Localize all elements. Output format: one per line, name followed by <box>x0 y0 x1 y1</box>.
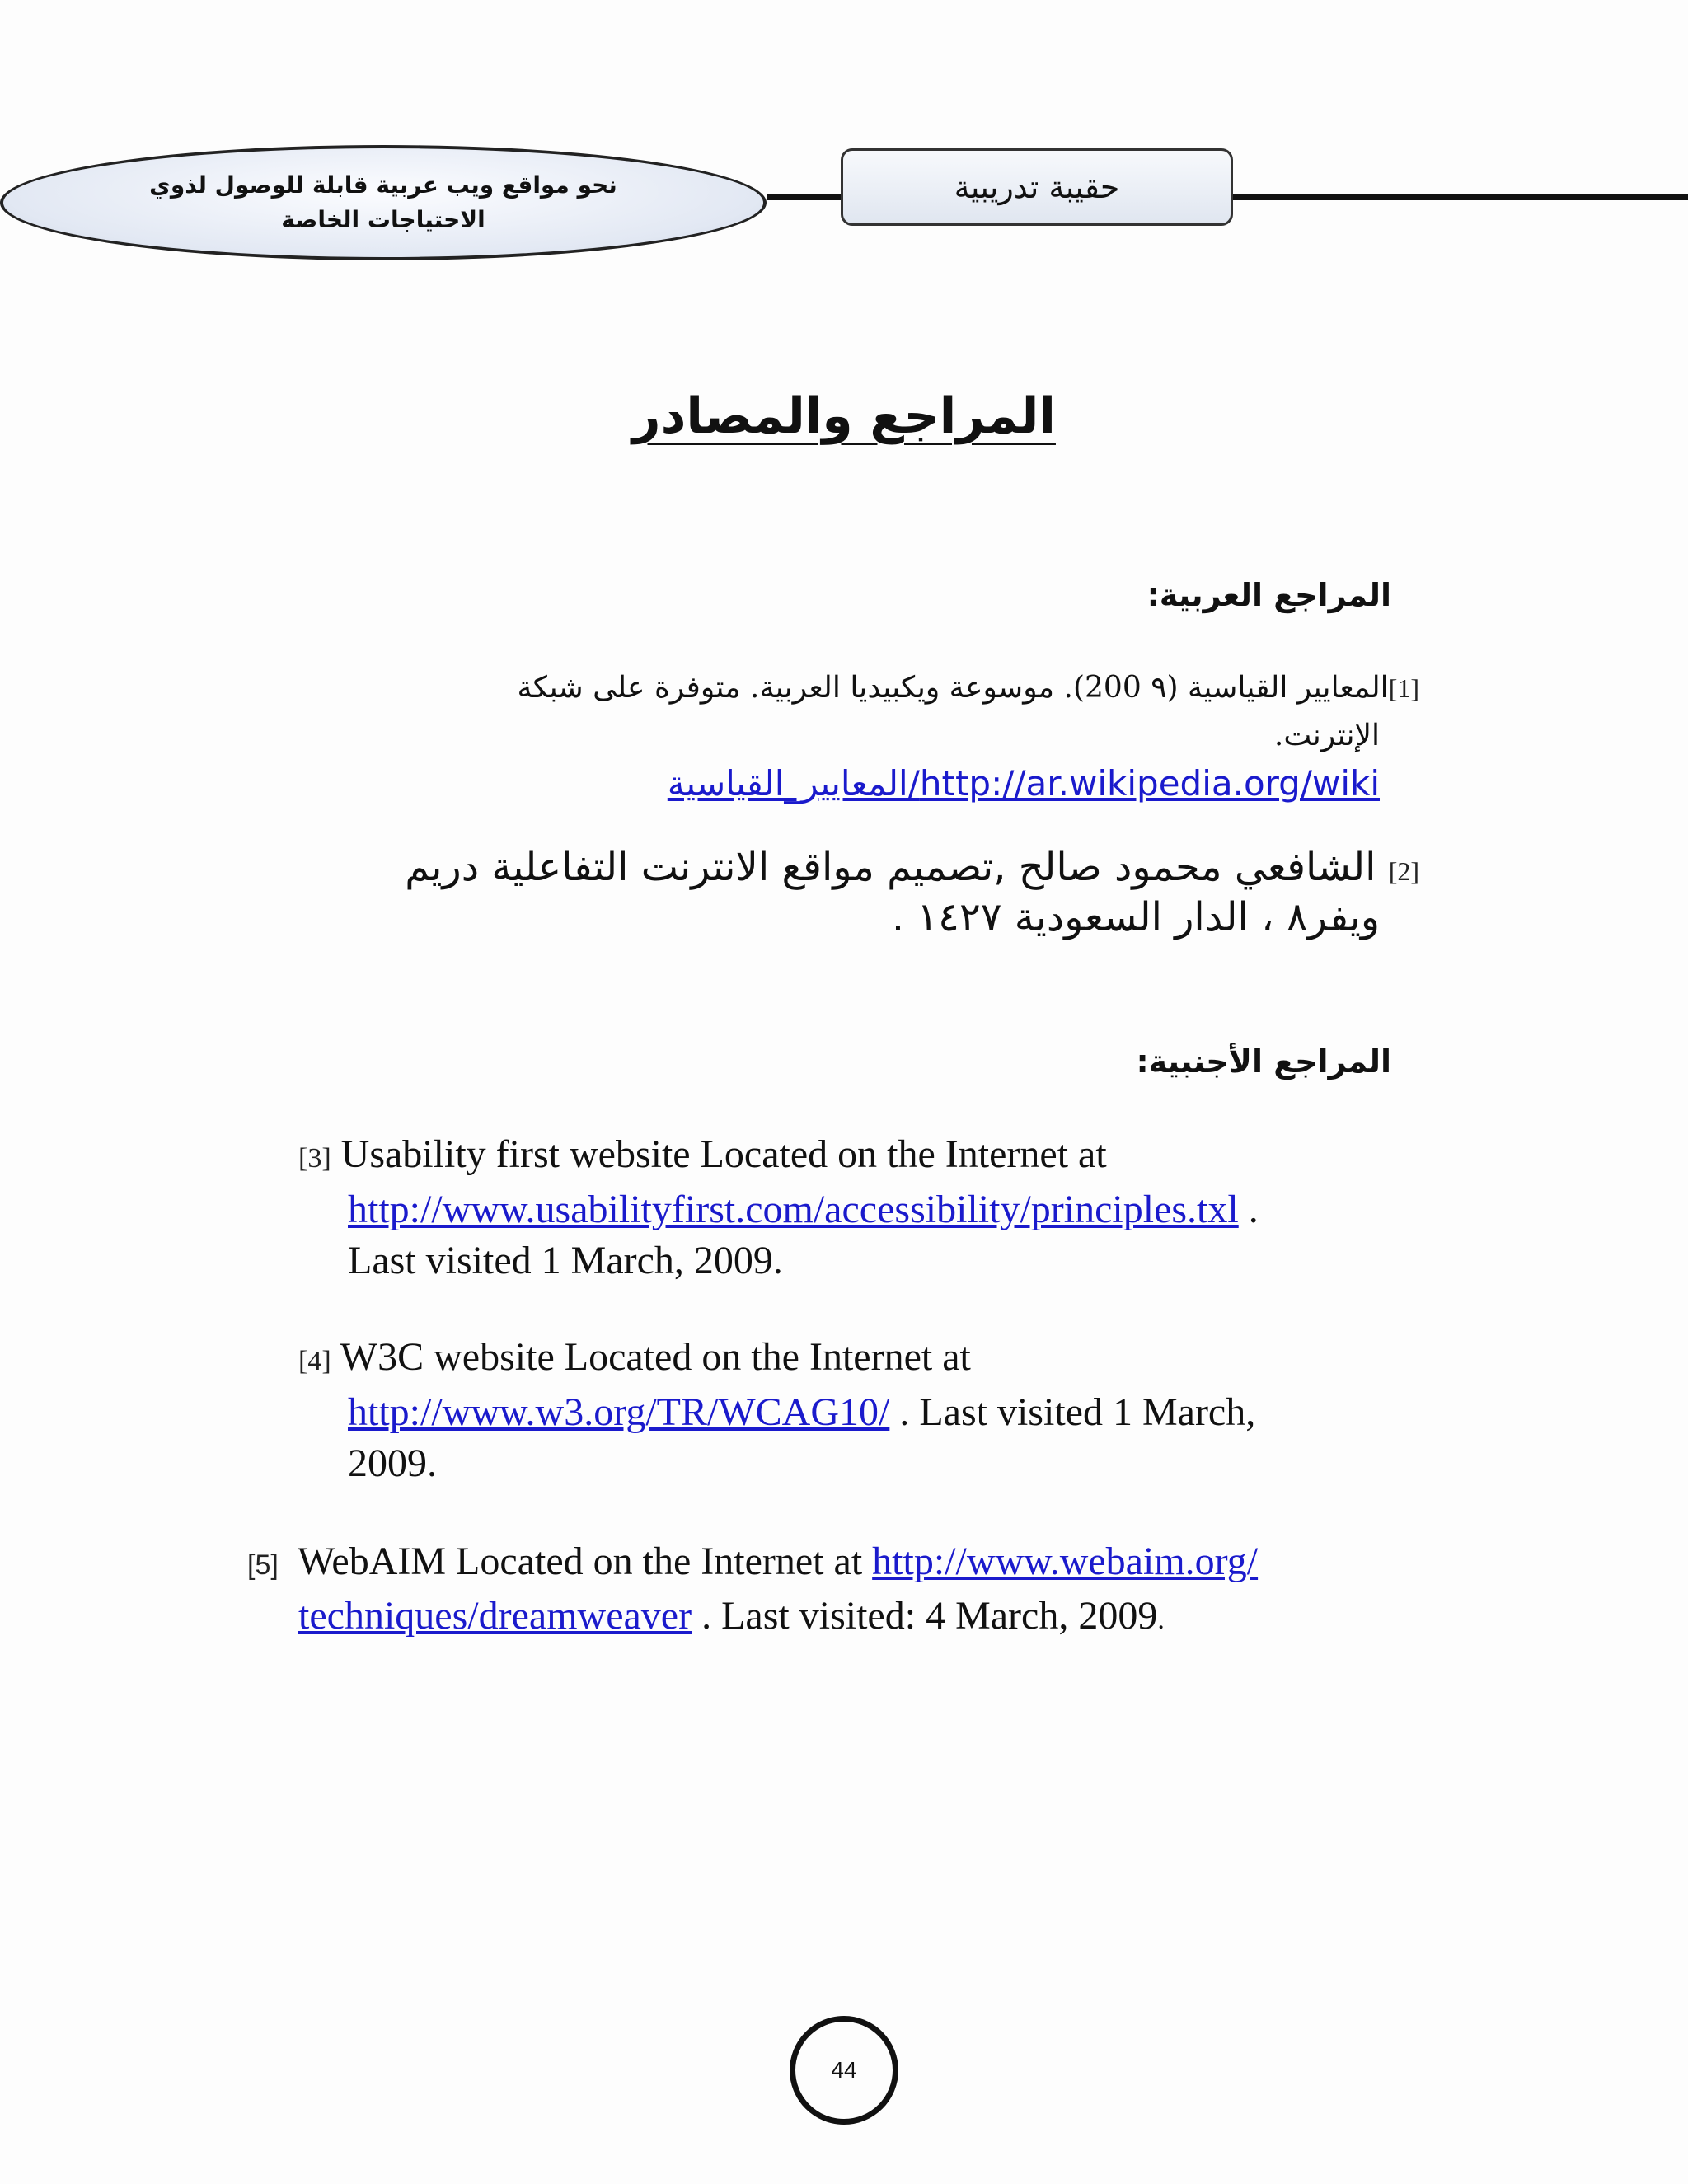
reference-5-after-link: . Last visited: 4 March, 2009 <box>692 1594 1158 1638</box>
reference-3-after-link: . <box>1238 1188 1259 1231</box>
reference-3-link[interactable]: http://www.usabilityfirst.com/accessibility/principles.txl <box>348 1188 1239 1231</box>
reference-1-link[interactable]: http://ar.wikipedia.org/wiki/المعايير_القياسية <box>667 763 1380 804</box>
arabic-references-heading: المراجع العربية: <box>1146 577 1391 613</box>
reference-4 <box>298 1332 1452 1489</box>
header-box <box>841 148 1233 226</box>
page-number-circle <box>790 2016 898 2125</box>
reference-5-text: WebAIM Located on the Internet at <box>297 1540 873 1583</box>
reference-5 <box>247 1536 1484 1646</box>
header-ellipse-line1: نحو مواقع ويب عربية قابلة للوصول لذوي <box>149 171 617 199</box>
reference-4-after-link: . Last visited 1 March, <box>889 1390 1256 1434</box>
reference-3 <box>298 1129 1452 1286</box>
reference-2 <box>216 844 1419 940</box>
header-box-label: حقيبة تدريبية <box>954 169 1120 205</box>
header-ellipse-line2: الاحتياجات الخاصة <box>281 206 485 233</box>
reference-5-link-part1[interactable]: http://www.webaim.org/ <box>872 1540 1259 1583</box>
reference-2-line2: ويفر٨ ، الدار السعودية ١٤٢٧ . <box>891 894 1380 940</box>
reference-5-end: . <box>1157 1605 1165 1635</box>
reference-1-number: [1] <box>1388 673 1419 703</box>
reference-4-text: W3C website Located on the Internet at <box>340 1335 971 1379</box>
reference-1 <box>348 664 1419 808</box>
reference-4-number: [4] <box>298 1346 331 1376</box>
reference-2-line1: الشافعي محمود صالح ,تصميم مواقع الانترنت التفاعلية دريم <box>405 844 1376 890</box>
foreign-references-heading: المراجع الأجنبية: <box>1136 1043 1391 1080</box>
reference-2-number: [2] <box>1388 856 1419 886</box>
reference-4-last-visited: 2009. <box>348 1441 437 1485</box>
reference-5-link-part2[interactable]: techniques/dreamweaver <box>298 1594 692 1638</box>
page-title <box>0 387 1688 445</box>
reference-1-line1: المعايير القياسية (٩ 200). موسوعة ويكبيديا العربية. متوفرة على شبكة <box>517 671 1389 705</box>
page-title-text: المراجع والمصادر <box>632 387 1056 445</box>
page-number: 44 <box>831 2057 857 2083</box>
reference-3-number: [3] <box>298 1143 331 1174</box>
reference-4-link[interactable]: http://www.w3.org/TR/WCAG10/ <box>348 1390 890 1434</box>
reference-1-line2: الإنترنت. <box>1273 719 1380 752</box>
reference-5-number: [5] <box>247 1549 279 1581</box>
reference-3-text: Usability first website Located on the Internet at <box>340 1132 1107 1176</box>
reference-3-last-visited: Last visited 1 March, 2009. <box>348 1239 783 1282</box>
header-ellipse <box>0 145 767 260</box>
